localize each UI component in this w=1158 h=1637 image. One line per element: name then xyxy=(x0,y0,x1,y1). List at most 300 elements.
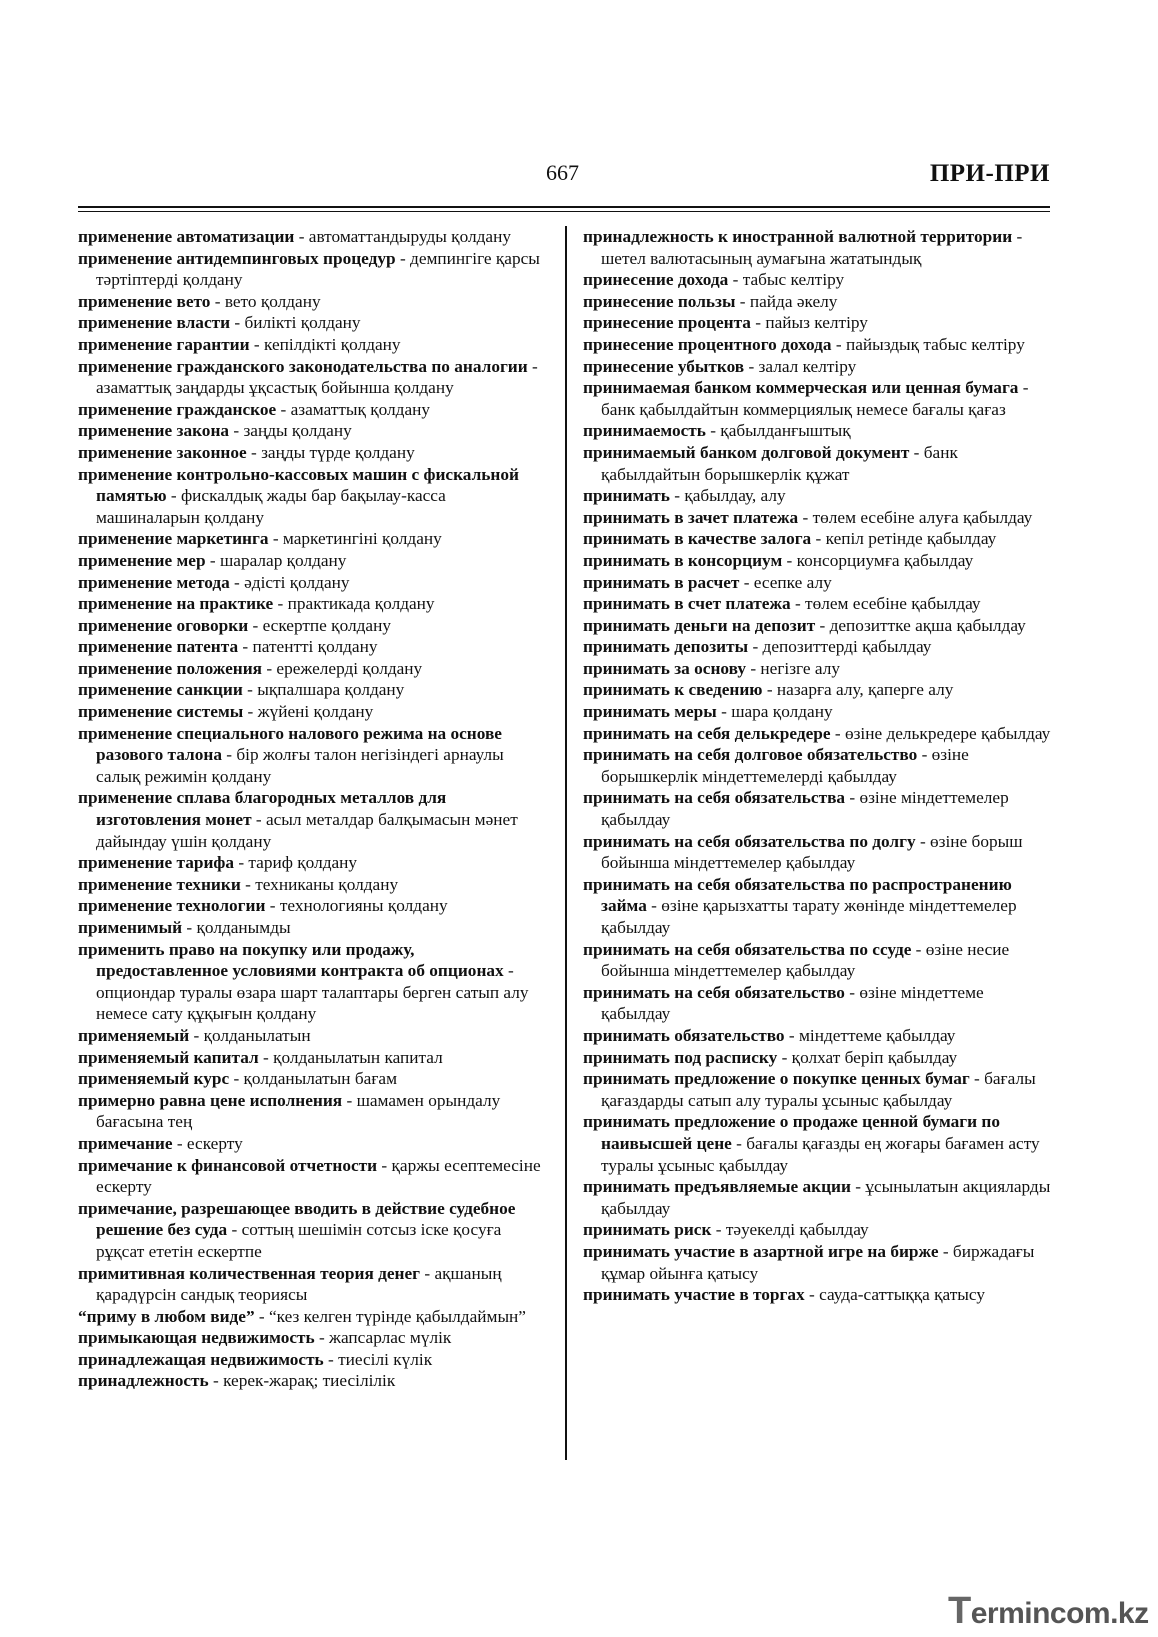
entry-translation: вето қолдану xyxy=(224,291,321,311)
entry-translation: қолданылатын бағам xyxy=(243,1069,398,1089)
dictionary-entry xyxy=(78,658,548,680)
entry-term: “приму в любом виде” xyxy=(78,1306,255,1326)
entry-separator: - xyxy=(189,1025,204,1045)
entry-translation: өзіне міндеттеме қабылдау xyxy=(601,982,984,1024)
dictionary-entry xyxy=(583,334,1053,356)
site-watermark-logo xyxy=(948,1590,1149,1633)
dictionary-entry xyxy=(78,874,548,896)
entry-term: применение на практике xyxy=(78,594,274,614)
entry-translation: пайыз келтіру xyxy=(765,313,868,333)
entry-term: принимать в качестве залога xyxy=(583,529,812,549)
entry-translation: негізге алу xyxy=(760,658,840,678)
entry-separator: - xyxy=(777,1047,792,1067)
entry-translation: биржадағы құмар ойынға қатысу xyxy=(601,1241,1035,1283)
entry-term: применяемый капитал xyxy=(78,1047,259,1067)
entry-translation: азаматтық қолдану xyxy=(290,399,431,419)
entry-separator: - xyxy=(790,594,806,614)
dictionary-entry xyxy=(583,1111,1053,1176)
entry-term: применяемый xyxy=(78,1025,190,1045)
entry-separator: - xyxy=(735,291,750,311)
dictionary-entry xyxy=(78,1370,548,1392)
dictionary-entry xyxy=(78,420,548,442)
entry-term: принимать на себя обязательства по долгу xyxy=(583,831,916,851)
left-column xyxy=(78,226,548,1392)
dictionary-entry xyxy=(583,572,1053,594)
entry-term: принимать предложение о покупке ценных бумаг xyxy=(583,1069,970,1089)
entry-translation: консорциумға қабылдау xyxy=(796,550,974,570)
entry-separator: - xyxy=(705,421,721,441)
dictionary-entry xyxy=(583,723,1053,745)
dictionary-entry xyxy=(78,895,548,917)
entry-term: примечание, разрешающее вводить в действие судебное решение без суда xyxy=(78,1198,516,1240)
dictionary-entry xyxy=(583,982,1053,1025)
entry-term: принимать на себя делькредере xyxy=(583,723,831,743)
entry-separator: - xyxy=(669,486,685,506)
dictionary-entry xyxy=(78,291,548,313)
dictionary-entry xyxy=(78,787,548,852)
dictionary-entry xyxy=(78,1155,548,1198)
entry-translation: банк қабылдайтын борышкерлік құжат xyxy=(601,442,958,484)
entry-translation: өзіне қарызхатты тарату жөнінде міндеттемелер қабылдау xyxy=(601,896,1017,937)
dictionary-entry xyxy=(583,507,1053,529)
watermark-initial: T xyxy=(948,1590,971,1632)
dictionary-entry xyxy=(583,831,1053,874)
entry-translation: жапсарлас мүлік xyxy=(329,1328,452,1348)
entry-term: примечание к финансовой отчетности xyxy=(78,1155,378,1175)
dictionary-entry xyxy=(78,399,548,421)
entry-term: применение антидемпинговых процедур xyxy=(78,248,396,268)
dictionary-entry xyxy=(78,939,548,1025)
entry-separator: - xyxy=(815,615,830,635)
entry-translation: азаматтық заңдарды ұқсастық бойынша қолдану xyxy=(96,378,454,398)
entry-translation: фискалдық жады бар бақылау-касса машиналарын қолдану xyxy=(96,486,446,527)
entry-translation: тиесілі күлік xyxy=(338,1349,433,1369)
entry-separator: - xyxy=(229,1069,244,1089)
entry-separator: - xyxy=(242,680,258,700)
entry-translation: ақшаның қарадүрсін сандық теориясы xyxy=(96,1263,502,1305)
entry-translation: технологияны қолдану xyxy=(279,896,448,916)
entry-term: принимаемый банком долговой документ xyxy=(583,442,910,462)
dictionary-entry xyxy=(583,1176,1053,1219)
entry-translation: кепіл ретінде қабылдау xyxy=(825,529,997,549)
dictionary-entry xyxy=(583,269,1053,291)
entry-separator: - xyxy=(323,1349,339,1369)
entry-translation: банк қабылдайтын коммерциялық немесе бағалы қағаз xyxy=(601,399,1006,419)
entry-term: применение метода xyxy=(78,572,230,592)
entry-term: принимать на себя обязательства по ссуде xyxy=(583,939,912,959)
dictionary-entry xyxy=(583,679,1053,701)
entry-separator: - xyxy=(850,1177,866,1197)
entry-translation: ықпалшара қолдану xyxy=(257,680,405,700)
dictionary-entry xyxy=(583,226,1053,269)
entry-separator: - xyxy=(744,356,759,376)
entry-separator: - xyxy=(294,227,309,246)
entry-translation: есепке алу xyxy=(753,572,832,592)
entry-term: принимать на себя обязательства по распространению займа xyxy=(583,874,1012,916)
entry-term: применение тарифа xyxy=(78,853,235,873)
entry-translation: өзіне борыш бойынша міндеттемелер қабылдау xyxy=(601,831,1023,873)
entry-separator: - xyxy=(804,1285,820,1305)
dictionary-entry xyxy=(78,1198,548,1263)
entry-translation: қолданылатын xyxy=(203,1025,311,1045)
dictionary-entry xyxy=(583,550,1053,572)
entry-translation: сауда-саттыққа қатысу xyxy=(819,1285,985,1305)
entry-term: принимать в зачет платежа xyxy=(583,507,799,527)
dictionary-entry xyxy=(78,226,548,248)
entry-term: принимать в счет платежа xyxy=(583,594,791,614)
entry-separator: - xyxy=(238,637,253,657)
dictionary-entry xyxy=(78,1068,548,1090)
entry-translation: техниканы қолдану xyxy=(255,874,399,894)
dictionary-entry xyxy=(78,528,548,550)
entry-term: принимать меры xyxy=(583,702,717,722)
entry-term: применение закона xyxy=(78,421,230,441)
entry-separator: - xyxy=(969,1069,985,1089)
dictionary-entry xyxy=(78,248,548,291)
entry-translation: кепілдікті қолдану xyxy=(264,334,401,354)
entry-term: применить право на покупку или продажу, предоставленное условиями контракта об опционах xyxy=(78,939,504,981)
entry-term: принимать на себя долговое обязательство xyxy=(583,745,918,765)
entry-term: применение положения xyxy=(78,658,263,678)
dictionary-entry xyxy=(78,1306,548,1328)
dictionary-entry xyxy=(78,1133,548,1155)
entry-term: принимать под расписку xyxy=(583,1047,778,1067)
entry-translation: бағалы қағазды ең жоғары бағамен асту туралы ұсыныс қабылдау xyxy=(601,1133,1040,1175)
entry-separator: - xyxy=(182,918,197,937)
entry-translation: әдісті қолдану xyxy=(244,572,350,592)
entry-separator: - xyxy=(844,982,860,1002)
entry-term: примыкающая недвижимость xyxy=(78,1328,315,1348)
header-rule xyxy=(78,206,1050,212)
entry-translation: керек-жарақ; тиесілілік xyxy=(223,1371,396,1391)
entry-separator: - xyxy=(254,1306,270,1326)
entry-separator: - xyxy=(243,702,258,722)
entry-separator: - xyxy=(210,291,225,311)
dictionary-entry xyxy=(78,1025,548,1047)
entry-translation: соттың шешімін сотсыз іске қосуға рұқсат ететін ескертпе xyxy=(96,1220,502,1261)
dictionary-entry xyxy=(583,377,1053,420)
entry-term: применимый xyxy=(78,918,183,937)
entry-separator: - xyxy=(249,334,265,354)
entry-separator: - xyxy=(739,572,754,592)
entry-separator: - xyxy=(268,529,283,549)
entry-separator: - xyxy=(830,723,845,743)
dictionary-entry xyxy=(583,636,1053,658)
entry-translation: жүйені қолдану xyxy=(257,702,374,722)
entry-separator: - xyxy=(420,1263,435,1283)
dictionary-entry xyxy=(583,787,1053,830)
entry-term: принимать депозиты xyxy=(583,637,749,657)
entry-term: применение технологии xyxy=(78,896,266,916)
entry-term: принесение процента xyxy=(583,313,751,333)
dictionary-entry xyxy=(583,1241,1053,1284)
entry-translation: маркетингіні қолдану xyxy=(282,529,442,549)
entry-term: принимаемость xyxy=(583,421,706,441)
entry-translation: бағалы қағаздарды сатып алу туралы ұсыныс қабылдау xyxy=(601,1069,1036,1110)
entry-separator: - xyxy=(246,442,262,462)
entry-term: принадлежность xyxy=(78,1371,209,1391)
entry-separator: - xyxy=(273,594,288,614)
dictionary-entry xyxy=(78,679,548,701)
dictionary-entry xyxy=(583,593,1053,615)
entry-separator: - xyxy=(716,702,732,722)
running-head: ПРИ-ПРИ xyxy=(929,160,1050,187)
entry-translation: ескертпе қолдану xyxy=(262,615,391,635)
entry-separator: - xyxy=(784,1025,799,1045)
entry-separator: - xyxy=(276,399,291,419)
entry-term: принимать в консорциум xyxy=(583,550,783,570)
entry-term: принесение убытков xyxy=(583,356,745,376)
entry-translation: өзіне борышкерлік міндеттемелерді қабылдау xyxy=(601,745,969,786)
entry-separator: - xyxy=(811,529,826,549)
dictionary-entry xyxy=(78,464,548,529)
entry-separator: - xyxy=(711,1220,726,1240)
entry-term: принимать предложение о продаже ценной бумаги по наивысшей цене xyxy=(583,1112,1000,1153)
entry-translation: залал келтіру xyxy=(758,356,857,376)
entry-separator: - xyxy=(229,421,244,441)
entry-translation: практикада қолдану xyxy=(287,594,435,614)
entry-term: применение системы xyxy=(78,702,244,722)
entry-term: применение оговорки xyxy=(78,615,249,635)
entry-separator: - xyxy=(845,788,860,808)
entry-term: примерно равна цене исполнения xyxy=(78,1090,343,1110)
entry-separator: - xyxy=(221,745,237,765)
entry-term: применение гарантии xyxy=(78,334,250,354)
entry-separator: - xyxy=(798,507,813,527)
entry-translation: опциондар туралы өзара шарт талаптары берген сатып алу немесе сату құқығын қолдану xyxy=(96,982,529,1024)
entry-translation: тәуекелді қабылдау xyxy=(725,1220,869,1240)
entry-separator: - xyxy=(229,572,245,592)
entry-translation: міндеттеме қабылдау xyxy=(798,1025,956,1045)
dictionary-entry xyxy=(78,1047,548,1069)
entry-separator: - xyxy=(314,1328,330,1348)
entry-translation: “кез келген түрінде қабылдаймын” xyxy=(269,1306,526,1326)
dictionary-entry xyxy=(78,550,548,572)
entry-term: применение маркетинга xyxy=(78,529,269,549)
entry-separator: - xyxy=(748,637,763,657)
entry-translation: өзіне несие бойынша міндеттемелер қабылдау xyxy=(601,939,1010,981)
entry-separator: - xyxy=(831,334,846,354)
dictionary-entry xyxy=(78,852,548,874)
entry-translation: қолданылатын капитал xyxy=(273,1047,443,1067)
entry-translation: асыл металдар балқымасын мәнет дайындау үшін қолдану xyxy=(96,810,518,851)
entry-term: принимать к сведению xyxy=(583,680,763,700)
entry-term: примечание xyxy=(78,1133,173,1153)
entry-separator: - xyxy=(915,831,931,851)
dictionary-entry xyxy=(583,356,1053,378)
entry-separator: - xyxy=(728,270,743,290)
column-divider xyxy=(565,226,567,1460)
entry-translation: шетел валютасының аумағына жататындық xyxy=(601,248,922,268)
entry-separator: - xyxy=(258,1047,274,1067)
entry-term: применение гражданского законодательства по аналогии xyxy=(78,356,528,376)
entry-separator: - xyxy=(227,1220,242,1240)
dictionary-entry xyxy=(583,528,1053,550)
entry-translation: қаржы есептемесіне ескерту xyxy=(96,1155,541,1197)
entry-separator: - xyxy=(762,680,777,700)
entry-term: принимать на себя обязательства xyxy=(583,788,846,808)
dictionary-entry xyxy=(78,723,548,788)
entry-term: принимать деньги на депозит xyxy=(583,615,816,635)
entry-separator: - xyxy=(750,313,766,333)
entry-translation: заңды түрде қолдану xyxy=(261,442,415,462)
entry-term: применение законное xyxy=(78,442,247,462)
entry-term: примитивная количественная теория денег xyxy=(78,1263,421,1283)
dictionary-entry xyxy=(78,442,548,464)
dictionary-entry xyxy=(78,701,548,723)
entry-translation: пайда әкелу xyxy=(749,291,838,311)
entry-term: принимать предъявляемые акции xyxy=(583,1177,851,1197)
entry-translation: шамамен орындалу бағасына тең xyxy=(96,1090,501,1132)
dictionary-entry xyxy=(583,312,1053,334)
dictionary-entry xyxy=(583,1047,1053,1069)
entry-term: применение патента xyxy=(78,637,239,657)
entry-separator: - xyxy=(646,896,662,916)
entry-term: применение техники xyxy=(78,874,241,894)
entry-separator: - xyxy=(782,550,797,570)
entry-term: принесение пользы xyxy=(583,291,736,311)
entry-separator: - xyxy=(342,1090,357,1110)
dictionary-entry xyxy=(78,1263,548,1306)
entry-translation: төлем есебіне алуға қабылдау xyxy=(812,507,1033,527)
entry-translation: назарға алу, қаперге алу xyxy=(776,680,954,700)
entry-term: применение сплава благородных металлов для изготовления монет xyxy=(78,788,447,830)
entry-separator: - xyxy=(240,874,256,894)
dictionary-entry xyxy=(583,658,1053,680)
dictionary-entry xyxy=(583,1068,1053,1111)
entry-separator: - xyxy=(938,1241,953,1261)
entry-separator: - xyxy=(230,313,245,333)
dictionary-entry xyxy=(78,593,548,615)
dictionary-entry xyxy=(583,1219,1053,1241)
entry-separator: - xyxy=(731,1133,747,1153)
entry-separator: - xyxy=(746,658,761,678)
entry-separator: - xyxy=(377,1155,392,1175)
dictionary-entry xyxy=(78,1090,548,1133)
dictionary-entry xyxy=(583,701,1053,723)
entry-translation: қолхат беріп қабылдау xyxy=(791,1047,958,1067)
entry-term: принимать за основу xyxy=(583,658,746,678)
entry-translation: тариф қолдану xyxy=(248,853,358,873)
dictionary-entry xyxy=(78,615,548,637)
entry-term: принимать xyxy=(583,486,670,506)
dictionary-entry xyxy=(78,312,548,334)
entry-translation: қолданымды xyxy=(196,918,291,937)
dictionary-entry xyxy=(583,874,1053,939)
entry-translation: заңды қолдану xyxy=(243,421,352,441)
entry-separator: - xyxy=(248,615,263,635)
entry-term: применение власти xyxy=(78,313,231,333)
watermark-rest: ermincom.kz xyxy=(970,1597,1149,1630)
dictionary-entry xyxy=(583,442,1053,485)
entry-term: принадлежность к иностранной валютной территории xyxy=(583,227,1013,246)
dictionary-entry xyxy=(583,615,1053,637)
entry-translation: төлем есебіне қабылдау xyxy=(805,594,981,614)
entry-term: применение гражданское xyxy=(78,399,277,419)
entry-separator: - xyxy=(527,356,538,376)
right-column xyxy=(583,226,1053,1306)
entry-separator: - xyxy=(265,896,280,916)
entry-term: принимать участие в азартной игре на бирже xyxy=(583,1241,939,1261)
entry-separator: - xyxy=(205,550,220,570)
dictionary-entry xyxy=(583,1284,1053,1306)
dictionary-entry xyxy=(78,356,548,399)
entry-translation: шаралар қолдану xyxy=(219,550,347,570)
entry-separator: - xyxy=(166,486,181,506)
entry-translation: қабылданғыштық xyxy=(720,421,851,441)
entry-translation: автоматтандыруды қолдану xyxy=(308,227,511,246)
entry-term: принимаемая банком коммерческая или ценная бумага xyxy=(583,378,1019,398)
entry-term: принимать обязательство xyxy=(583,1025,785,1045)
entry-translation: өзіне делькредере қабылдау xyxy=(844,723,1051,743)
dictionary-entry xyxy=(583,485,1053,507)
entry-term: применение санкции xyxy=(78,680,243,700)
dictionary-entry xyxy=(78,1327,548,1349)
entry-translation: билікті қолдану xyxy=(244,313,361,333)
entry-translation: қабылдау, алу xyxy=(684,486,786,506)
entry-separator: - xyxy=(1012,227,1023,246)
entry-term: принимать в расчет xyxy=(583,572,740,592)
entry-term: применение специального налового режима на основе разового талона xyxy=(78,723,502,765)
entry-translation: табыс келтіру xyxy=(742,270,845,290)
entry-term: принимать участие в торгах xyxy=(583,1285,805,1305)
dictionary-entry xyxy=(78,636,548,658)
entry-term: применение вето xyxy=(78,291,211,311)
entry-term: принесение дохода xyxy=(583,270,729,290)
dictionary-entry xyxy=(583,1025,1053,1047)
entry-translation: шара қолдану xyxy=(731,702,833,722)
entry-translation: депозиттерді қабылдау xyxy=(762,637,932,657)
entry-term: принадлежащая недвижимость xyxy=(78,1349,324,1369)
entry-translation: демпингіге қарсы тәртіптерді қолдану xyxy=(96,248,540,290)
entry-translation: ережелерді қолдану xyxy=(276,658,423,678)
dictionary-entry xyxy=(78,334,548,356)
entry-separator: - xyxy=(262,658,277,678)
entry-separator: - xyxy=(234,853,249,873)
entry-separator: - xyxy=(1018,378,1029,398)
entry-separator: - xyxy=(909,442,924,462)
dictionary-entry xyxy=(583,744,1053,787)
entry-separator: - xyxy=(395,248,411,268)
dictionary-entry xyxy=(78,917,548,939)
page-number: 667 xyxy=(546,160,579,185)
entry-translation: өзіне міндеттемелер қабылдау xyxy=(601,788,1009,830)
entry-separator: - xyxy=(208,1371,224,1391)
dictionary-entry xyxy=(583,291,1053,313)
entry-translation: патентті қолдану xyxy=(252,637,378,657)
dictionary-entry xyxy=(583,939,1053,982)
entry-term: принимать риск xyxy=(583,1220,712,1240)
entry-term: применение мер xyxy=(78,550,206,570)
entry-separator: - xyxy=(503,961,514,981)
entry-translation: ұсынылатын акцияларды қабылдау xyxy=(601,1177,1051,1218)
entry-term: применение автоматизации xyxy=(78,227,295,246)
entry-translation: бір жолғы талон негізіндегі арнаулы салық режимін қолдану xyxy=(96,745,504,786)
entry-translation: депозиттке ақша қабылдау xyxy=(829,615,1026,635)
entry-translation: пайыздық табыс келтіру xyxy=(845,334,1025,354)
entry-translation: ескерту xyxy=(186,1133,243,1153)
dictionary-entry xyxy=(583,420,1053,442)
entry-separator: - xyxy=(172,1133,187,1153)
entry-separator: - xyxy=(251,810,266,830)
entry-term: применяемый курс xyxy=(78,1069,230,1089)
dictionary-entry xyxy=(78,1349,548,1371)
dictionary-entry xyxy=(78,572,548,594)
entry-separator: - xyxy=(917,745,932,765)
entry-separator: - xyxy=(911,939,926,959)
entry-term: принимать на себя обязательство xyxy=(583,982,845,1002)
entry-term: принесение процентного дохода xyxy=(583,334,832,354)
